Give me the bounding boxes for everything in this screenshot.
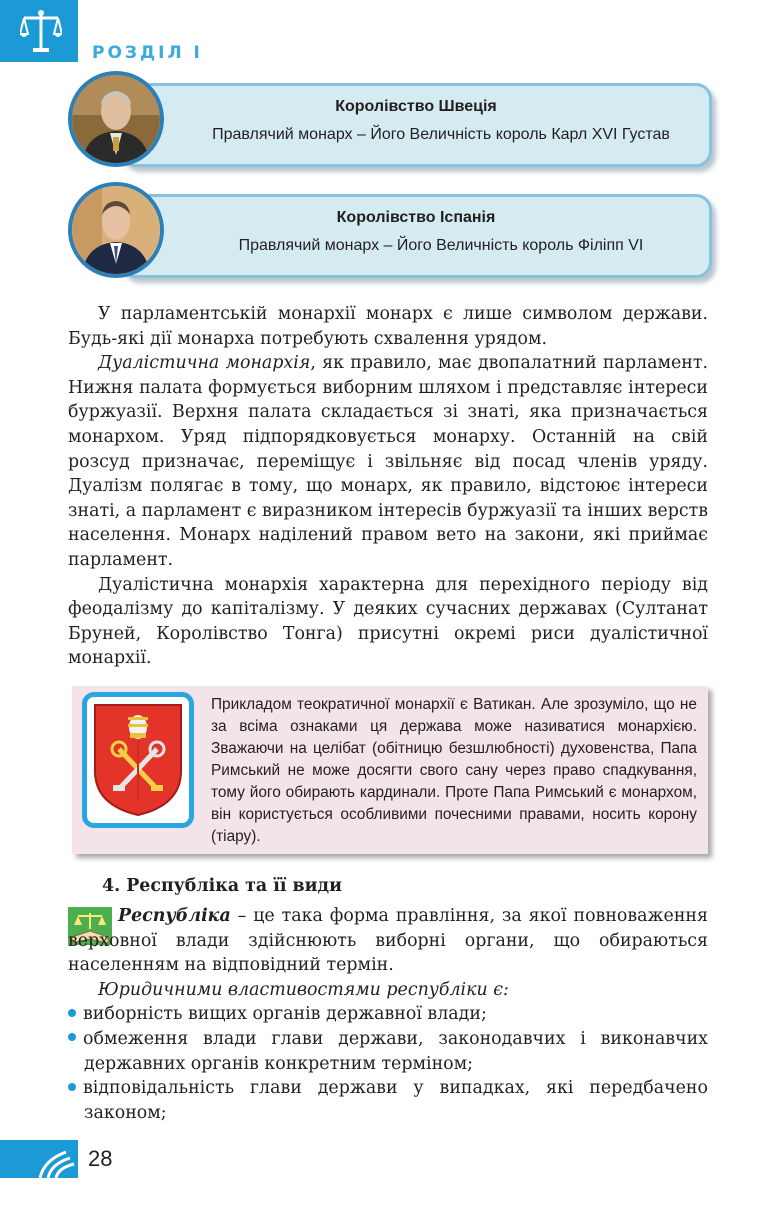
list-item: відповідальність глави держави у випадках, які передбачено законом;: [68, 1076, 708, 1125]
paragraph: Дуалістична монархія, як правило, має двопалатний парламент. Нижня палата формується виборним шляхом і представляє інтереси буржуазії. Верхня палата складається зі знаті, яка призначається монархом. Уряд підпорядковується монарху. Останній на свій розсуд призначає, переміщує і звільняє від посад членів уряду. Дуалізм полягає в тому, що монарх, як правило, відстоює інтереси знаті, а парламент є виразником інтересів буржуазії та інших верств населення. Монарх наділений правом вето на закони, які приймає парламент.: [68, 353, 709, 570]
section4-text: [68, 904, 708, 1125]
vatican-coat-of-arms-icon: [89, 701, 187, 819]
definition-paragraph: Республіка – це така форма правління, за якої повноваження верховної влади здійснюють виборні органи, що обираються населенням на відповідний термін.: [68, 906, 708, 976]
page-number: 28: [88, 1146, 113, 1171]
card-title: Королівство Іспанія: [336, 209, 496, 226]
portrait-icon: [68, 71, 164, 167]
bullet-icon: [68, 1009, 76, 1017]
footer-bar: [0, 1140, 78, 1178]
monarch-card-sweden: [120, 83, 712, 167]
list-item: обмеження влади глави держави, законодавчих і виконавчих державних органів конкретним терміном;: [68, 1027, 708, 1076]
italic-term: Дуалістична монархія: [98, 353, 311, 374]
section-label: РОЗДІЛ І: [92, 43, 203, 63]
body-text: [68, 302, 708, 671]
bold-italic-term: Республіка: [118, 906, 231, 926]
properties-intro: Юридичними властивостями республіки є:: [98, 979, 509, 1000]
emblem-frame: [82, 692, 194, 828]
wave-lines-icon: [36, 1140, 78, 1178]
paragraph: Дуалістична монархія характерна для перехідного періоду від феодалізму до капіталізму. У деяких сучасних державах (Султанат Бруней, Королівство Тонга) присутні окремі риси дуалістичної монархії.: [68, 574, 708, 669]
bullet-icon: [68, 1033, 76, 1041]
monarch-card-spain: [120, 194, 712, 278]
section-heading: 4. Республіка та її види: [102, 876, 342, 896]
card-text: Правлячий монарх – Його Величність король Філіпп VI: [238, 237, 644, 254]
vatican-info-box: [72, 686, 708, 854]
bullet-icon: [68, 1083, 76, 1091]
scales-of-justice-icon: [20, 8, 62, 54]
vatican-text: Прикладом теократичної монархії є Ватикан. Але зрозуміло, що не за всіма ознаками ця держава може називатися монархією. Зважаючи на целібат (обітницю безшлюбності) духовенства, Папа Римський не може досягти свого сану через право спадкування, тому його обирають кардинали. Проте Папа Римський є монархом, він користується особливими почесними правами, носить корону (тіару).: [211, 696, 697, 845]
bullet-list: [68, 1002, 708, 1125]
list-item: виборність вищих органів державної влади;: [68, 1002, 708, 1027]
header-badge: [0, 0, 78, 62]
card-text: Правлячий монарх – Його Величність король Карл XVI Густав: [212, 126, 670, 143]
card-title: Королівство Швеція: [335, 98, 497, 115]
paragraph: У парламентській монархії монарх є лише символом держави. Будь-які дії монарха потребують схвалення урядом.: [68, 304, 708, 349]
portrait-icon: [68, 182, 164, 278]
